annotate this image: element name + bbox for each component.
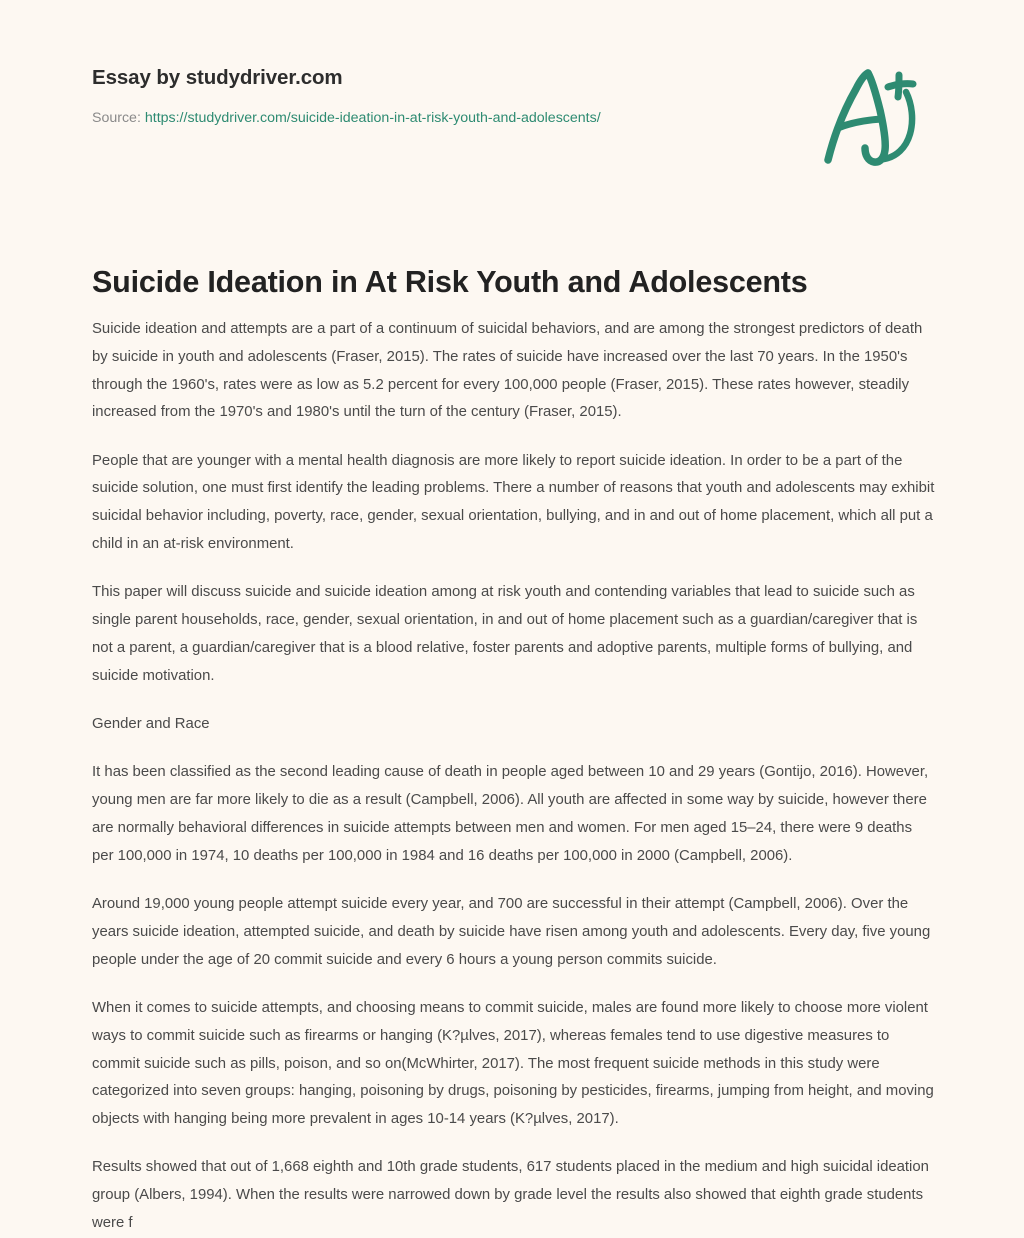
source-url-link[interactable]: https://studydriver.com/suicide-ideation-in-at-risk-youth-and-adolescents/ [144,109,601,126]
studydriver-a-plus-logo [818,62,922,170]
paragraph-3: This paper will discuss suicide and suicide ideation among at risk youth and contending variables that lead to suicide such as single parent households, race, gender, sexual orientation, in and out of home placement such as a guardian/caregiver that is not a parent, a guardian/caregiver that is a blood relative, foster parents and adoptive parents, multiple forms of bullying, and suicide motivation. [92,584,918,684]
paragraph-5: Around 19,000 young people attempt suicide every year, and 700 are successful in their attempt (Campbell, 2006). Over the years suicide ideation, attempted suicide, and death by suicide have risen among youth and adolescents. Every day, five young people under the age of 20 commit suicide and every 6 hours a young person commits suicide. [92,896,931,968]
source-line [92,109,792,127]
document-header [92,66,792,127]
source-label: Source: [92,109,141,126]
paragraph-6: When it comes to suicide attempts, and choosing means to commit suicide, males are found more likely to choose more violent ways to commit suicide such as firearms or hanging (K?µlves, 2017), whereas females tend to use digestive measures to commit suicide such as pills, poison, and so on(McWhirter, 2017). The most frequent suicide methods in this study were categorized into seven groups: hanging, poisoning by drugs, poisoning by pesticides, firearms, jumping from height, and moving objects with hanging being more prevalent in ages 10-14 years (K?µlves, 2017). [92,999,934,1128]
paragraph-4: It has been classified as the second leading cause of death in people aged between 10 and 29 years (Gontijo, 2016). However, young men are far more likely to die as a result (Campbell, 2006). All youth are affected in some way by suicide, however there are normally behavioral differences in suicide attempts between men and women. For men aged 15–24, there were 9 deaths per 100,000 in 1974, 10 deaths per 100,000 in 1984 and 16 deaths per 100,000 in 2000 (Campbell, 2006). [92,764,929,864]
page-title: Suicide Ideation in At Risk Youth and Adolescents [92,265,808,300]
paragraph-7-truncated: Results showed that out of 1,668 eighth and 10th grade students, 617 students placed in the medium and high suicidal ideation group (Albers, 1994). When the results were narrowed down by grade level the results also showed that eighth grade students were f [92,1159,929,1232]
section-heading-gender-and-race: Gender and Race [92,716,210,733]
paragraph-1: Suicide ideation and attempts are a part of a continuum of suicidal behaviors, and are among the strongest predictors of death by suicide in youth and adolescents (Fraser, 2015). The rates of suicide have increased over the last 70 years. In the 1950's through the 1960's, rates were as low as 5.2 percent for every 100,000 people (Fraser, 2015). These rates however, steadily increased from the 1970's and 1980's until the turn of the century (Fraser, 2015). [92,321,923,421]
document-body [92,316,937,1238]
essay-byline: Essay by studydriver.com [92,66,343,89]
a-plus-icon [818,62,922,170]
paragraph-2: People that are younger with a mental health diagnosis are more likely to report suicide ideation. In order to be a part of the suicide solution, one must first identify the leading problems. There a number of reasons that youth and adolescents may exhibit suicidal behavior including, poverty, race, gender, sexual orientation, bullying, and in and out of home placement, which all put a child in an at-risk environment. [92,452,935,553]
